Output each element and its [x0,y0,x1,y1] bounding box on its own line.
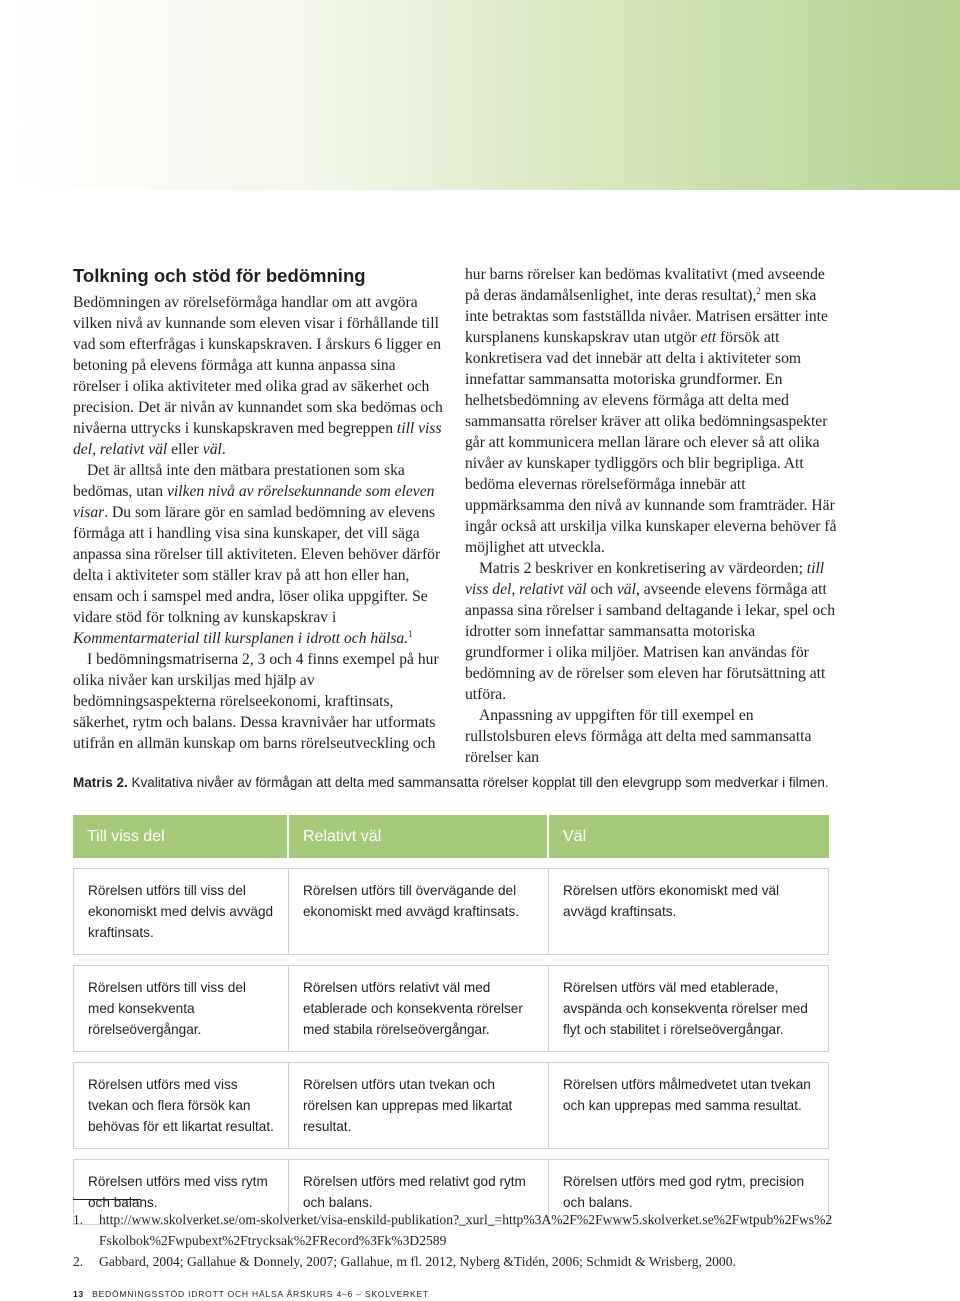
matrix-cell: Rörelsen utförs målmedvetet utan tvekan och kan upprepas med samma resultat. [549,1063,829,1148]
right-paragraph-1: hur barns rörelser kan bedömas kvalitativt (med avseende på deras ändamålsenlighet, inte deras resultat),$^2$ men ska inte betraktas som fastställda nivåer. Matrisen ersätter inte kursplanens kunskapskrav utan utgör ett försök att konkretisera vad det innebär att delta i aktiviteter som innefattar sammansatta motoriska grundformer. En helhetsbedömning av elevens förmåga att delta med sammansatta rörelser kräver att olika bedömningsaspekter går att kommunicera mellan lärare och elever så att olika nivåer av kunskaper tydliggörs och blir begripliga. Att bedöma elevernas rörelseförmåga innebär att uppmärksamma den nivå av kunnande som framträder. Här ingår också att urskilja vilka kunskaper eleverna behöver få möjlighet att utveckla. [465,266,837,556]
matrix-row [73,868,829,955]
matrix-cell: Rörelsen utförs till viss del ekonomiskt med delvis avvägd kraftinsats. [73,869,289,954]
footnote-number: 2. [73,1254,84,1269]
assessment-matrix [73,815,829,1225]
header-gradient-band [0,0,960,190]
left-paragraph-2: Det är alltså inte den mätbara prestationen som ska bedömas, utan vilken nivå av rörelsekunnande som eleven visar. Du som lärare gör en samlad bedömning av elevens förmåga att i handling visa sina kunskaper, det vill säga anpassa sina rörelser till aktiviteten. Eleven behöver därför delta i aktiviteter som ställer krav på att hon eller han, ensam och i samspel med andra, löser olika uppgifter. Se vidare stöd för tolkning av kunskapskrav i Kommentarmaterial till kursplanen i idrott och hälsa.$^1$ [73,462,441,647]
matrix-cell: Rörelsen utförs till viss del med konsekventa rörelseövergångar. [73,966,289,1051]
right-paragraph-3: Anpassning av uppgiften för till exempel en rullstolsburen elevs förmåga att delta med sammansatta rörelser kan [465,707,812,766]
caption-label: Matris 2. [73,775,128,790]
caption-text: Kvalitativa nivåer av förmågan att delta med sammansatta rörelser kopplat till den elevgrupp som medverkar i filmen. [127,775,829,790]
matrix-cell: Rörelsen utförs relativt väl med etablerade och konsekventa rörelser med stabila rörelseövergångar. [289,966,549,1051]
matrix-cell: Rörelsen utförs med god rytm, precision och balans. [549,1160,829,1224]
footnote-1 [73,1209,833,1251]
page-number: 13 [73,1289,85,1299]
footnote-2 [73,1251,833,1272]
matrix-cell: Rörelsen utförs utan tvekan och rörelsen kan upprepas med likartat resultat. [289,1063,549,1148]
left-paragraph-1: Bedömningen av rörelseförmåga handlar om att avgöra vilken nivå av kunnande som eleven visar i förhållande till vad som efterfrågas i kunskapskraven. I årskurs 6 ligger en betoning på elevens förmåga att kunna anpassa sina rörelser i olika aktiviteter med olika grad av säkerhet och precision. Det är nivån av kunnandet som ska bedömas och nivåerna uttrycks i kunskapskraven med begreppen till viss del, relativt väl eller väl. [73,294,443,458]
right-paragraph-2: Matris 2 beskriver en konkretisering av värdeorden; till viss del, relativt väl och väl, avseende elevens förmåga att anpassa sina rörelser i samband deltagande i lekar, spel och idrotter som innefattar sammansatta motoriska grundformer i olika miljöer. Matrisen kan användas för bedömning av de rörelser som eleven har förutsättning att utföra. [465,560,836,703]
matrix-cell: Rörelsen utförs ekonomiskt med väl avvägd kraftinsats. [549,869,829,954]
left-paragraph-3: I bedömningsmatriserna 2, 3 och 4 finns exempel på hur olika nivåer kan urskiljas med hjälp av bedömningsaspekterna rörelseekonomi, kraftinsats, säkerhet, rytm och balans. Dessa kravnivåer har utformats utifrån en allmän kunskap om barns rörelseutveckling och [73,651,439,752]
section-heading: Tolkning och stöd för bedömning [73,265,366,286]
footer-text: BEDÖMNINGSSTÖD IDROTT OCH HÄLSA ÅRSKURS 4–6 – SKOLVERKET [92,1289,429,1299]
left-column [73,264,445,754]
matrix-cell: Rörelsen utförs med relativt god rytm och balans. [289,1160,549,1224]
matrix-caption [73,773,833,792]
matrix-cell: Rörelsen utförs väl med etablerade, avspända och konsekventa rörelser med flyt och stabilitet i rörelseövergångar. [549,966,829,1051]
footnote-divider [73,1199,141,1200]
footnotes [73,1209,833,1272]
right-column [465,264,837,768]
matrix-header-relativt-val: Relativt väl [289,815,549,858]
footnote-link[interactable]: http://www.skolverket.se/om-skolverket/visa-enskild-publikation?_xurl_=http%3A%2F%2Fwww5.skolverket.se%2Fwtpub%2Fws%2Fskolbok%2Fwpubext%2Ftrycksak%2FRecord%3Fk%3D2589 [99,1212,833,1248]
matrix-cell: Rörelsen utförs till övervägande del ekonomiskt med avvägd kraftinsats. [289,869,549,954]
matrix-row [73,1062,829,1149]
footnote-ref-2[interactable]: 2 [756,285,761,296]
footnote-ref-1[interactable]: 1 [408,628,413,639]
matrix-header-row [73,815,829,858]
matrix-header-val: Väl [563,828,587,845]
footnote-text: Gabbard, 2004; Gallahue & Donnely, 2007; Gallahue, m fl. 2012, Nyberg &Tidén, 2006; Schmidt & Wrisberg, 2000. [99,1254,736,1269]
matrix-row [73,965,829,1052]
page-footer [73,1289,429,1299]
matrix-header-till-viss-del: Till viss del [73,815,289,858]
matrix-cell: Rörelsen utförs med viss rytm och balans. [73,1160,289,1224]
matrix-cell: Rörelsen utförs med viss tvekan och flera försök kan behövas för ett likartat resultat. [73,1063,289,1148]
footnote-number: 1. [73,1212,84,1227]
